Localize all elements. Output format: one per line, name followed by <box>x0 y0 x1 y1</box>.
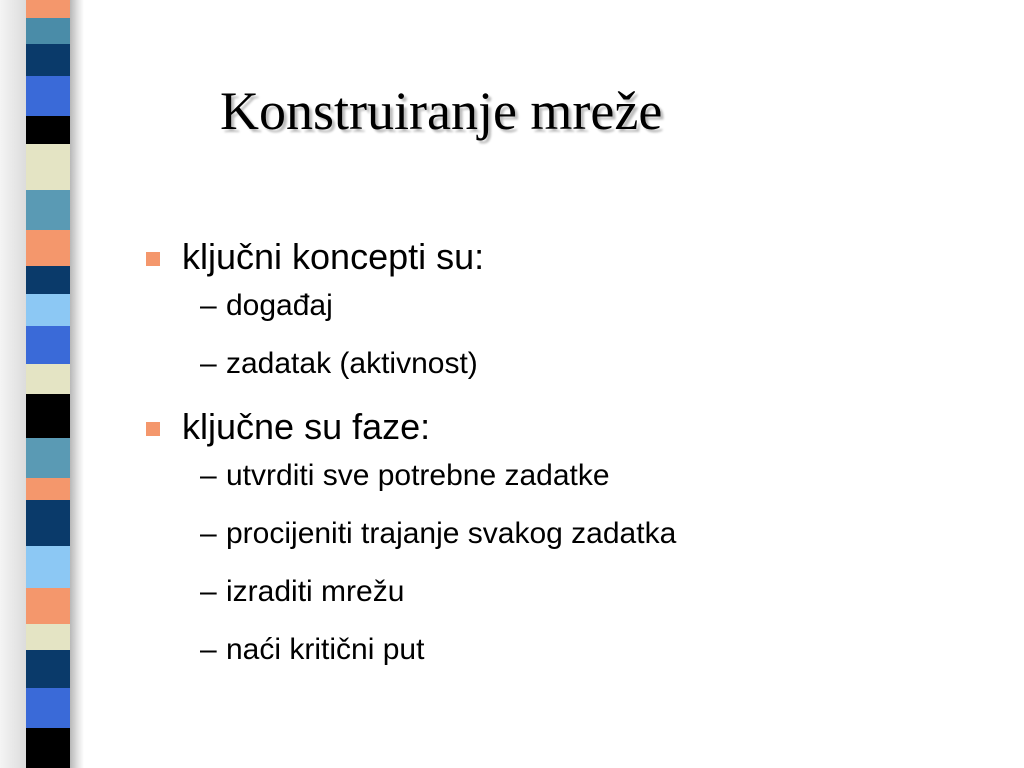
sub-item <box>140 456 1000 514</box>
dash-marker: – <box>200 633 217 666</box>
sub-item <box>140 630 1000 688</box>
stripe-block <box>26 650 72 688</box>
stripe-block <box>26 230 72 266</box>
stripe-block <box>26 144 72 190</box>
sub-item-text: utvrditi sve potrebne zadatke <box>226 459 610 492</box>
bullet-text: ključne su faze: <box>182 406 431 447</box>
dash-marker: – <box>200 347 217 380</box>
stripe-block <box>26 294 72 326</box>
stripe-block <box>26 624 72 650</box>
stripe-block <box>26 500 72 546</box>
stripe-block <box>26 76 72 116</box>
stripe-block <box>26 0 72 18</box>
stripe-block <box>26 588 72 624</box>
sub-item-text: izraditi mrežu <box>226 575 405 608</box>
stripe-block <box>26 266 72 294</box>
sub-item <box>140 572 1000 630</box>
stripe-shadow <box>70 0 84 768</box>
slide-title: Konstruiranje mreže <box>220 81 663 141</box>
sub-item-text: događaj <box>226 289 333 322</box>
sub-item <box>140 514 1000 572</box>
bullet-item <box>140 402 1000 456</box>
stripe-edge <box>0 0 26 768</box>
sub-item-text: naći kritični put <box>226 633 425 666</box>
bullet-list <box>140 232 1000 688</box>
stripe-block <box>26 438 72 478</box>
sub-item-text: zadatak (aktivnost) <box>226 347 478 380</box>
sub-item <box>140 344 1000 402</box>
stripe-block <box>26 394 72 438</box>
decorative-stripe <box>26 0 72 768</box>
stripe-block <box>26 546 72 588</box>
stripe-block <box>26 478 72 500</box>
stripe-block <box>26 44 72 76</box>
stripe-block <box>26 116 72 144</box>
stripe-block <box>26 364 72 394</box>
bullet-item <box>140 232 1000 286</box>
bullet-text: ključni koncepti su: <box>182 236 485 277</box>
stripe-block <box>26 190 72 230</box>
sub-item-text: procijeniti trajanje svakog zadatka <box>226 517 677 550</box>
stripe-block <box>26 728 72 768</box>
square-bullet-icon <box>146 252 160 266</box>
sub-item <box>140 286 1000 344</box>
dash-marker: – <box>200 289 217 322</box>
dash-marker: – <box>200 459 217 492</box>
dash-marker: – <box>200 575 217 608</box>
stripe-block <box>26 18 72 44</box>
stripe-block <box>26 326 72 364</box>
square-bullet-icon <box>146 422 160 436</box>
dash-marker: – <box>200 517 217 550</box>
stripe-block <box>26 688 72 728</box>
